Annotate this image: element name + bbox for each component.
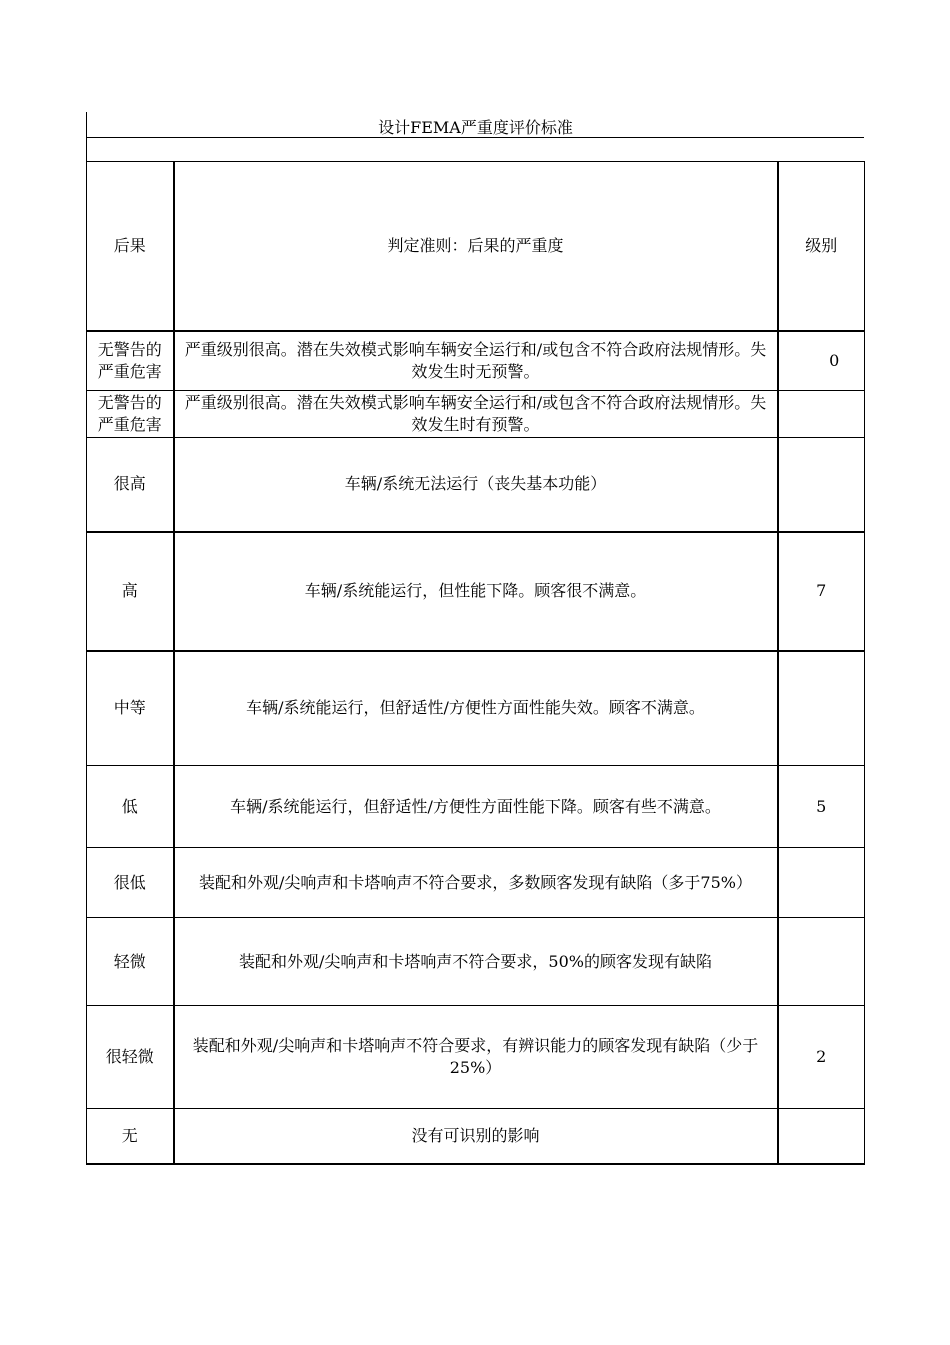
header-level: 级别 bbox=[778, 162, 865, 331]
title-area bbox=[86, 112, 864, 161]
table-row bbox=[87, 438, 865, 532]
level-cell bbox=[778, 651, 865, 766]
criteria-cell: 没有可识别的影响 bbox=[174, 1109, 778, 1164]
severity-table bbox=[86, 161, 865, 1165]
level-cell: 0 bbox=[778, 331, 865, 391]
criteria-cell: 装配和外观/尖响声和卡塔响声不符合要求，多数顾客发现有缺陷（多于75%） bbox=[174, 848, 778, 918]
header-row bbox=[87, 162, 865, 331]
consequence-cell: 低 bbox=[87, 766, 174, 848]
level-cell bbox=[778, 1109, 865, 1164]
criteria-cell: 严重级别很高。潜在失效模式影响车辆安全运行和/或包含不符合政府法规情形。失效发生时无预警。 bbox=[174, 331, 778, 391]
criteria-cell: 严重级别很高。潜在失效模式影响车辆安全运行和/或包含不符合政府法规情形。失效发生时有预警。 bbox=[174, 391, 778, 438]
level-cell: 2 bbox=[778, 1006, 865, 1109]
table-row bbox=[87, 331, 865, 391]
table-row bbox=[87, 918, 865, 1006]
header-consequence: 后果 bbox=[87, 162, 174, 331]
level-cell bbox=[778, 438, 865, 532]
level-cell bbox=[778, 848, 865, 918]
consequence-cell: 无警告的严重危害 bbox=[87, 331, 174, 391]
consequence-cell: 很高 bbox=[87, 438, 174, 532]
table-row bbox=[87, 1006, 865, 1109]
consequence-cell: 无 bbox=[87, 1109, 174, 1164]
consequence-cell: 轻微 bbox=[87, 918, 174, 1006]
criteria-cell: 装配和外观/尖响声和卡塔响声不符合要求，50%的顾客发现有缺陷 bbox=[174, 918, 778, 1006]
table-row bbox=[87, 1109, 865, 1164]
criteria-cell: 车辆/系统能运行，但舒适性/方便性方面性能下降。顾客有些不满意。 bbox=[174, 766, 778, 848]
consequence-cell: 很轻微 bbox=[87, 1006, 174, 1109]
criteria-cell: 车辆/系统能运行，但舒适性/方便性方面性能失效。顾客不满意。 bbox=[174, 651, 778, 766]
page-title: 设计FEMA严重度评价标准 bbox=[378, 118, 573, 137]
table-row bbox=[87, 532, 865, 651]
header-criteria: 判定准则：后果的严重度 bbox=[174, 162, 778, 331]
criteria-cell: 车辆/系统无法运行（丧失基本功能） bbox=[174, 438, 778, 532]
table-row bbox=[87, 766, 865, 848]
criteria-cell: 车辆/系统能运行，但性能下降。顾客很不满意。 bbox=[174, 532, 778, 651]
title-underline bbox=[87, 137, 864, 138]
severity-sheet bbox=[86, 112, 864, 1165]
level-cell bbox=[778, 918, 865, 1006]
consequence-cell: 无警告的严重危害 bbox=[87, 391, 174, 438]
consequence-cell: 很低 bbox=[87, 848, 174, 918]
consequence-cell: 中等 bbox=[87, 651, 174, 766]
level-cell bbox=[778, 391, 865, 438]
table-row bbox=[87, 651, 865, 766]
level-cell: 7 bbox=[778, 532, 865, 651]
criteria-cell: 装配和外观/尖响声和卡塔响声不符合要求，有辨识能力的顾客发现有缺陷（少于25%） bbox=[174, 1006, 778, 1109]
table-row bbox=[87, 848, 865, 918]
table-row bbox=[87, 391, 865, 438]
level-cell: 5 bbox=[778, 766, 865, 848]
consequence-cell: 高 bbox=[87, 532, 174, 651]
